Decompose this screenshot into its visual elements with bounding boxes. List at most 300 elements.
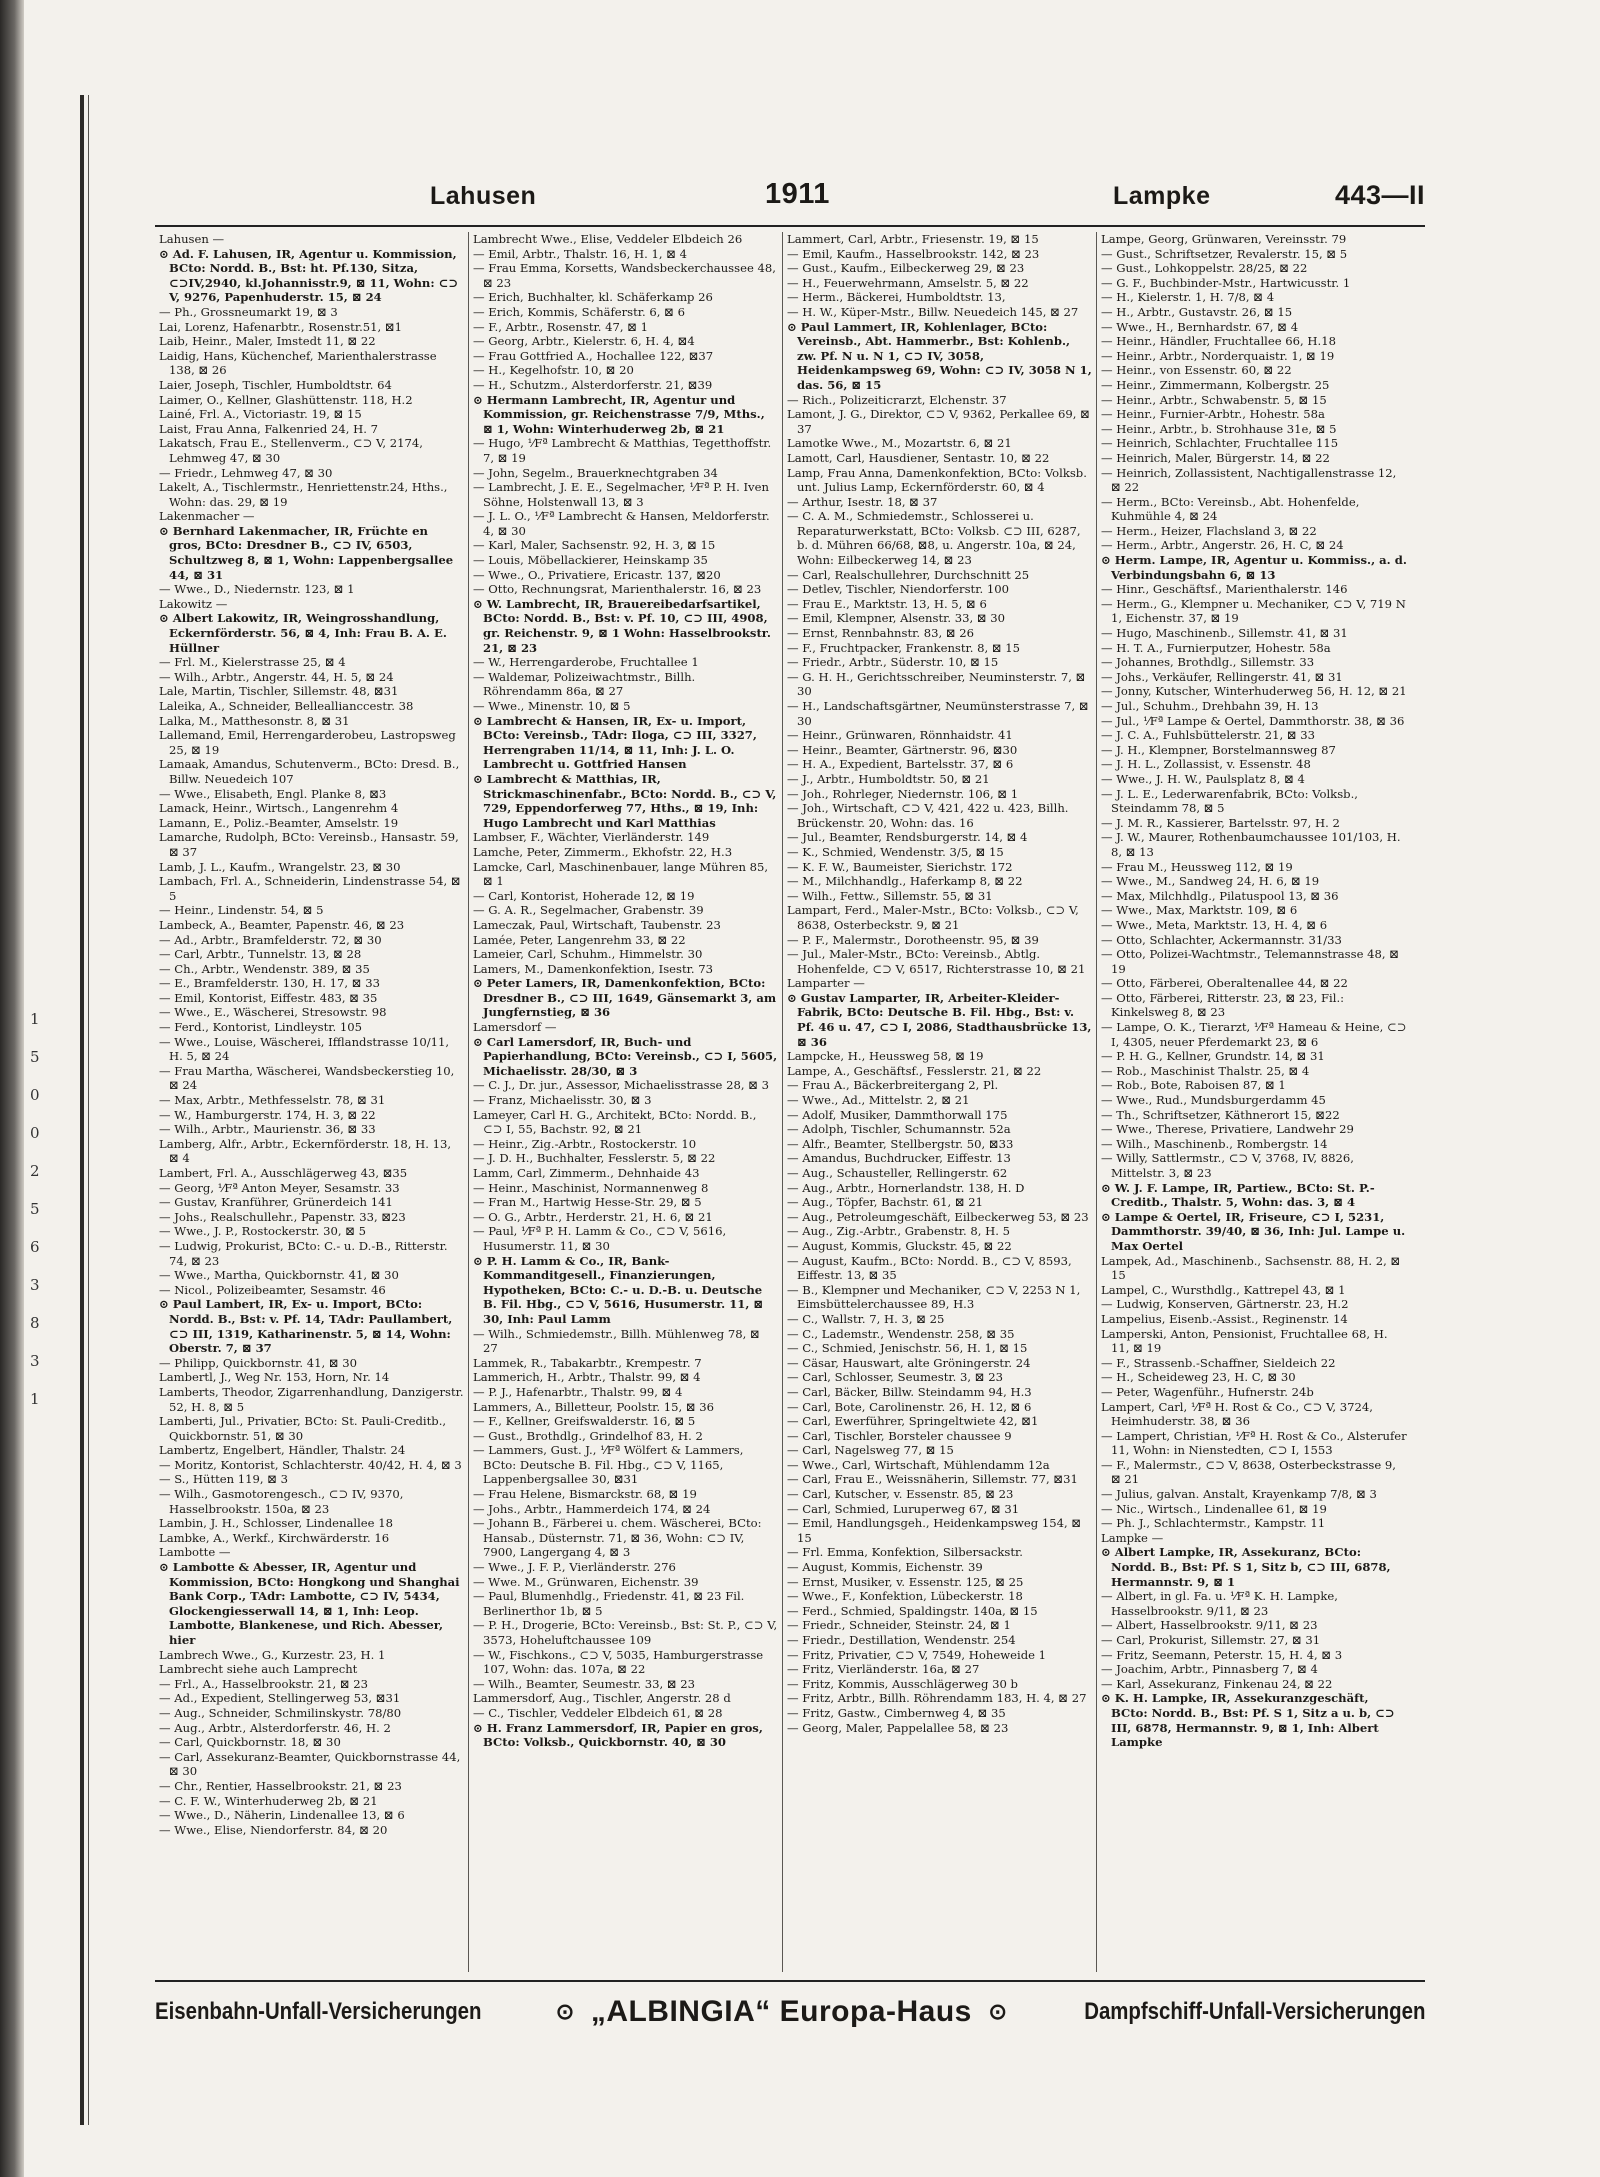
directory-entry: — Carl, Frau E., Weissnäherin, Sillemstr. 77, ⊠31 bbox=[787, 1472, 1078, 1487]
directory-entry: — Albert, in gl. Fa. u. ⅟Fª K. H. Lampke, Hasselbrookstr. 9/11, ⊠ 23 bbox=[1101, 1589, 1338, 1618]
directory-entry: Laimer, O., Kellner, Glashüttenstr. 118, H.2 bbox=[159, 392, 413, 407]
directory-entry: — Heinrich, Zollassistent, Nachtigallenstrasse 12, ⊠ 22 bbox=[1101, 465, 1397, 495]
directory-entry: ⊙ Paul Lammert, IR, Kohlenlager, BCto: Vereinsb., Abt. Hammerbr., Bst: Kohlenb., zw. Pf. N u. N 1, ⊂⊃ IV, 3058, Heidenkampsweg 69, Wohn: ⊂⊃ IV, 3058 N 1, das. 56, ⊠ 15 bbox=[787, 319, 1092, 392]
directory-entry: Lameyer, Carl H. G., Architekt, BCto: Nordd. B., ⊂⊃ I, 55, Bachstr. 92, ⊠ 21 bbox=[473, 1107, 757, 1137]
directory-entry: — Joachim, Arbtr., Pinnasberg 7, ⊠ 4 bbox=[1101, 1662, 1318, 1677]
directory-entry: Lai, Lorenz, Hafenarbtr., Rosenstr.51, ⊠1 bbox=[159, 319, 402, 334]
directory-entry: — Aug., Schneider, Schmilinskystr. 78/80 bbox=[159, 1705, 402, 1720]
directory-entry: — Franz, Michaelisstr. 30, ⊠ 3 bbox=[473, 1093, 652, 1108]
directory-entry: — J. W., Maurer, Rothenbaumchaussee 101/103, H. 8, ⊠ 13 bbox=[1101, 830, 1401, 859]
directory-entry: — Rich., Polizeiticrarzt, Elchenstr. 37 bbox=[787, 392, 1007, 407]
directory-entry: — Cäsar, Hauswart, alte Gröningerstr. 24 bbox=[787, 1355, 1031, 1370]
directory-entry: — Wwe., Ad., Mittelstr. 2, ⊠ 21 bbox=[787, 1093, 970, 1108]
directory-entry: — Emil, Kaufm., Hasselbrookstr. 142, ⊠ 23 bbox=[787, 246, 1040, 261]
directory-entry: — O. G., Arbtr., Herderstr. 21, H. 6, ⊠ 21 bbox=[473, 1209, 713, 1224]
directory-entry: Lallemand, Emil, Herrengarderobeu, Lastropsweg 25, ⊠ 19 bbox=[159, 728, 456, 757]
directory-entry: — Fran M., Hartwig Hesse-Str. 29, ⊠ 5 bbox=[473, 1195, 702, 1210]
advertisement-footer bbox=[155, 1990, 1425, 2034]
directory-entry: — Wwe., D., Niedernstr. 123, ⊠ 1 bbox=[159, 582, 355, 597]
directory-entry: — C., Lademstr., Wendenstr. 258, ⊠ 35 bbox=[787, 1326, 1015, 1341]
directory-entry: — Max, Milchhdlg., Pilatuspool 13, ⊠ 36 bbox=[1101, 888, 1339, 903]
directory-entry: Lamcke, Carl, Maschinenbauer, lange Mühren 85, ⊠ 1 bbox=[473, 859, 769, 889]
directory-entry: — Frau E., Marktstr. 13, H. 5, ⊠ 6 bbox=[787, 596, 987, 611]
directory-entry: — Frau Helene, Bismarckstr. 68, ⊠ 19 bbox=[473, 1487, 697, 1502]
directory-entry: Lammers, A., Billetteur, Poolstr. 15, ⊠ 36 bbox=[473, 1399, 715, 1414]
directory-entry: — Ferd., Schmied, Spaldingstr. 140a, ⊠ 15 bbox=[787, 1603, 1038, 1618]
directory-entry: Lameier, Carl, Schuhm., Himmelstr. 30 bbox=[473, 947, 703, 962]
directory-entry: — Wwe., H., Bernhardstr. 67, ⊠ 4 bbox=[1101, 319, 1299, 334]
directory-entry: — Fritz, Seemann, Peterstr. 15, H. 4, ⊠ 3 bbox=[1101, 1647, 1343, 1662]
directory-entry: Lamperski, Anton, Pensionist, Fruchtallee 68, H. 11, ⊠ 19 bbox=[1101, 1326, 1388, 1356]
directory-entry: — Johs., Verkäufer, Rellingerstr. 41, ⊠ 31 bbox=[1101, 669, 1343, 684]
directory-entry: — G. H. H., Gerichtsschreiber, Neuminsterstr. 7, ⊠ 30 bbox=[787, 669, 1086, 699]
directory-entry: — Frau Gottfried A., Hochallee 122, ⊠37 bbox=[473, 348, 714, 363]
directory-entry: — Joh., Rohrleger, Niedernstr. 106, ⊠ 1 bbox=[787, 786, 1019, 801]
directory-entry: — Frl. M., Kielerstrasse 25, ⊠ 4 bbox=[159, 655, 346, 670]
directory-entry: — Carl, Realschullehrer, Durchschnitt 25 bbox=[787, 567, 1030, 582]
footer-ring-icon-2: ⊙ bbox=[988, 1999, 1007, 2024]
directory-entry: — Johs., Arbtr., Hammerdeich 174, ⊠ 24 bbox=[473, 1501, 711, 1516]
directory-entry: — P. J., Hafenarbtr., Thalstr. 99, ⊠ 4 bbox=[473, 1384, 683, 1399]
directory-entry: — M., Milchhandlg., Haferkamp 8, ⊠ 22 bbox=[787, 874, 1023, 889]
gutter-rule-inner bbox=[88, 95, 89, 2125]
footer-rule bbox=[155, 1980, 1425, 1982]
directory-entry: Lambertl, J., Weg Nr. 153, Horn, Nr. 14 bbox=[159, 1370, 390, 1385]
directory-entry: — Herm., G., Klempner u. Mechaniker, ⊂⊃ V, 719 N 1, Eichenstr. 37, ⊠ 19 bbox=[1101, 596, 1406, 626]
directory-entry: — Heinr., Furnier-Arbtr., Hohestr. 58a bbox=[1101, 407, 1325, 422]
directory-entry: Lamott, Carl, Hausdiener, Sentastr. 10, ⊠ 22 bbox=[787, 450, 1050, 465]
directory-entry: — Fritz, Arbtr., Billh. Röhrendamm 183, H. 4, ⊠ 27 bbox=[787, 1691, 1087, 1706]
directory-entry: — Ferd., Kontorist, Lindleystr. 105 bbox=[159, 1020, 363, 1035]
directory-entry: — Heinr., Maschinist, Normannenweg 8 bbox=[473, 1180, 709, 1195]
directory-entry: Lammerich, H., Arbtr., Thalstr. 99, ⊠ 4 bbox=[473, 1370, 701, 1385]
directory-entry: — Emil, Handlungsgeh., Heidenkampsweg 154, ⊠ 15 bbox=[787, 1516, 1082, 1545]
directory-entry: Lammek, R., Tabakarbtr., Krempestr. 7 bbox=[473, 1355, 702, 1370]
directory-entry: — P. H., Drogerie, BCto: Vereinsb., Bst: St. P., ⊂⊃ V, 3573, Hoheluftchaussee 109 bbox=[473, 1618, 778, 1647]
directory-entry: — Carl, Quickbornstr. 18, ⊠ 30 bbox=[159, 1735, 341, 1750]
directory-entry: Lamberg, Alfr., Arbtr., Eckernförderstr. 18, H. 13, ⊠ 4 bbox=[159, 1136, 452, 1166]
directory-entry: — Otto, Schlachter, Ackermannstr. 31/33 bbox=[1101, 932, 1342, 947]
directory-entry: — H., Kielerstr. 1, H. 7/8, ⊠ 4 bbox=[1101, 290, 1275, 305]
directory-entry: — C., Wallstr. 7, H. 3, ⊠ 25 bbox=[787, 1311, 945, 1326]
directory-entry: — Lambrecht, J. E. E., Segelmacher, ⅟Fª P. H. Iven Söhne, Holstenwall 13, ⊠ 3 bbox=[473, 480, 769, 509]
directory-entry: — J. L. O., ⅟Fª Lambrecht & Hansen, Meldorferstr. 4, ⊠ 30 bbox=[473, 509, 770, 538]
page-header bbox=[155, 170, 1425, 220]
directory-entry: — Heinr., Zimmermann, Kolbergstr. 25 bbox=[1101, 377, 1330, 392]
directory-entry: Lamann, E., Poliz.-Beamter, Amselstr. 19 bbox=[159, 815, 399, 830]
directory-entry: — Lammers, Gust. J., ⅟Fª Wölfert & Lammers, BCto: Deutsche B. Fil. Hbg., ⊂⊃ V, 1165, Lappenbergsallee 30, ⊠31 bbox=[473, 1443, 744, 1487]
directory-entry: — J. D. H., Buchhalter, Fesslerstr. 5, ⊠ 22 bbox=[473, 1151, 716, 1166]
directory-entry: — Wwe., Max, Marktstr. 109, ⊠ 6 bbox=[1101, 903, 1298, 918]
directory-entry: — Karl, Assekuranz, Finkenau 24, ⊠ 22 bbox=[1101, 1676, 1333, 1691]
directory-entry: — Hinr., Geschäftsf., Marienthalerstr. 146 bbox=[1101, 582, 1348, 597]
directory-entry: — Adolf, Musiker, Dammthorwall 175 bbox=[787, 1107, 1008, 1122]
directory-entry: Lainé, Frl. A., Victoriastr. 19, ⊠ 15 bbox=[159, 407, 362, 422]
directory-entry: — K., Schmied, Wendenstr. 3/5, ⊠ 15 bbox=[787, 844, 1004, 859]
directory-entry: — Wilh., Maschinenb., Rombergstr. 14 bbox=[1101, 1136, 1328, 1151]
directory-entry: Lamotke Wwe., M., Mozartstr. 6, ⊠ 21 bbox=[787, 436, 1012, 451]
bleed-digit: 5 bbox=[30, 1200, 40, 1218]
directory-entry: — W., Herrengarderobe, Fruchtallee 1 bbox=[473, 655, 699, 670]
directory-entry: — Ernst, Rennbahnstr. 83, ⊠ 26 bbox=[787, 626, 975, 641]
directory-entry: — Arthur, Isestr. 18, ⊠ 37 bbox=[787, 494, 938, 509]
directory-entry: — H. W., Küper-Mstr., Billw. Neuedeich 145, ⊠ 27 bbox=[787, 304, 1079, 319]
directory-entry: ⊙ Ad. F. Lahusen, IR, Agentur u. Kommission, BCto: Nordd. B., Bst: ht. Pf.130, Sitza, ⊂⊃IV,2940, kl.Johannisstr.9, ⊠ 11, Wohn: ⊂⊃ V, 9276, Papenhuderstr. 15, ⊠ 24 bbox=[159, 246, 459, 305]
directory-entry: — Aug., Arbtr., Alsterdorferstr. 46, H. 2 bbox=[159, 1720, 391, 1735]
footer-left-text: Eisenbahn-Unfall-Versicherungen bbox=[155, 1998, 482, 2025]
directory-entry: Lakelt, A., Tischlermstr., Henriettenstr.24, Hths., Wohn: das. 29, ⊠ 19 bbox=[159, 480, 448, 509]
directory-entry: — Aug., Zig.-Arbtr., Grabenstr. 8, H. 5 bbox=[787, 1224, 1011, 1239]
directory-entry: ⊙ Bernhard Lakenmacher, IR, Früchte en gros, BCto: Dresdner B., ⊂⊃ IV, 6503, Schultzweg 8, ⊠ 1, Wohn: Lappenbergsallee 44, ⊠ 31 bbox=[159, 523, 454, 582]
column-2 bbox=[469, 232, 783, 1972]
directory-entry: Lambke, A., Werkf., Kirchwärderstr. 16 bbox=[159, 1530, 390, 1545]
directory-entry: — Gust., Brothdlg., Grindelhof 83, H. 2 bbox=[473, 1428, 703, 1443]
directory-entry: — August, Kommis, Gluckstr. 45, ⊠ 22 bbox=[787, 1238, 1012, 1253]
directory-entry: ⊙ Peter Lamers, IR, Damenkonfektion, BCto: Dresdner B., ⊂⊃ III, 1649, Gänsemarkt 3, am Jungfernstieg, ⊠ 36 bbox=[473, 976, 777, 1020]
directory-entry: Lamche, Peter, Zimmerm., Ekhofstr. 22, H.3 bbox=[473, 844, 733, 859]
directory-entry: — Wwe., E., Wäscherei, Stresowstr. 98 bbox=[159, 1005, 387, 1020]
directory-entry: — Paul, ⅟Fª P. H. Lamm & Co., ⊂⊃ V, 5616, Husumerstr. 11, ⊠ 30 bbox=[473, 1224, 727, 1253]
directory-entry: — Lampert, Christian, ⅟Fª H. Rost & Co., Alsterufer 11, Wohn: in Nienstedten, ⊂⊃ I, 1553 bbox=[1101, 1428, 1407, 1458]
directory-entry: — E., Bramfelderstr. 130, H. 17, ⊠ 33 bbox=[159, 976, 380, 991]
directory-entry: — Philipp, Quickbornstr. 41, ⊠ 30 bbox=[159, 1355, 358, 1370]
directory-entry: — Friedr., Lehmweg 47, ⊠ 30 bbox=[159, 465, 333, 480]
directory-entry: — F., Strassenb.-Schaffner, Sieldeich 22 bbox=[1101, 1355, 1336, 1370]
directory-entry: ⊙ Hermann Lambrecht, IR, Agentur und Kommission, gr. Reichenstrasse 7/9, Mths., ⊠ 1, Wohn: Winterhuderweg 2b, ⊠ 21 bbox=[473, 392, 765, 436]
directory-entry: — H., Arbtr., Gustavstr. 26, ⊠ 15 bbox=[1101, 304, 1293, 319]
directory-entry: — Herm., Arbtr., Angerstr. 26, H. C, ⊠ 24 bbox=[1101, 538, 1344, 553]
directory-entry: — Carl, Bote, Carolinenstr. 26, H. 12, ⊠ 6 bbox=[787, 1399, 1032, 1414]
directory-entry: — Johannes, Brothdlg., Sillemstr. 33 bbox=[1101, 655, 1315, 670]
directory-entry: Lamp, Frau Anna, Damenkonfektion, BCto: Volksb. unt. Julius Lamp, Eckernförderstr. 60, ⊠ 4 bbox=[787, 465, 1087, 495]
directory-entry: — Frau Martha, Wäscherei, Wandsbeckerstieg 10, ⊠ 24 bbox=[159, 1063, 455, 1093]
directory-entry: Lamberti, Jul., Privatier, BCto: St. Pauli-Creditb., Quickbornstr. 51, ⊠ 30 bbox=[159, 1414, 447, 1443]
directory-entry: — Wwe., J. H. W., Paulsplatz 8, ⊠ 4 bbox=[1101, 771, 1305, 786]
directory-entry: — J. H., Klempner, Borstelmannsweg 87 bbox=[1101, 742, 1336, 757]
directory-entry: ⊙ K. H. Lampke, IR, Assekuranzgeschäft, BCto: Nordd. B., Bst: Pf. S 1, Sitz a u. b, ⊂⊃ III, 6878, Hermannstr. 9, ⊠ 1, Inh: Albert Lampke bbox=[1101, 1691, 1395, 1750]
directory-entry: — Carl, Prokurist, Sillemstr. 27, ⊠ 31 bbox=[1101, 1633, 1321, 1647]
directory-entry: — Ludwig, Prokurist, BCto: C.- u. D.-B., Ritterstr. 74, ⊠ 23 bbox=[159, 1238, 448, 1268]
footer-center-text: „ALBINGIA“ Europa-Haus bbox=[590, 1995, 972, 2028]
directory-entry: ⊙ W. J. F. Lampe, IR, Partiew., BCto: St. P.-Creditb., Thalstr. 5, Wohn: das. 3, ⊠ 4 bbox=[1101, 1180, 1375, 1210]
directory-entry: — Wilh., Beamter, Seumestr. 33, ⊠ 23 bbox=[473, 1676, 696, 1691]
directory-entry: — J. C. A., Fuhlsbüttelerstr. 21, ⊠ 33 bbox=[1101, 728, 1315, 743]
directory-entry: — H., Scheideweg 23, H. C, ⊠ 30 bbox=[1101, 1370, 1296, 1385]
directory-entry: — B., Klempner und Mechaniker, ⊂⊃ V, 2253 N 1, Eimsbüttelerchaussee 89, H.3 bbox=[787, 1282, 1081, 1312]
directory-entry: Lakowitz — bbox=[159, 596, 228, 611]
directory-entry: Lamberts, Theodor, Zigarrenhandlung, Danzigerstr. 52, H. 8, ⊠ 5 bbox=[159, 1384, 464, 1414]
directory-entry: — Johs., Realschullehr., Papenstr. 33, ⊠23 bbox=[159, 1209, 406, 1224]
bleed-digit: 0 bbox=[30, 1086, 40, 1104]
directory-entry: — Wilh., Gasmotorengesch., ⊂⊃ IV, 9370, Hasselbrookstr. 150a, ⊠ 23 bbox=[159, 1487, 404, 1516]
directory-entry: Lamers, M., Damenkonfektion, Isestr. 73 bbox=[473, 961, 714, 976]
directory-entry: — Friedr., Arbtr., Süderstr. 10, ⊠ 15 bbox=[787, 655, 999, 670]
directory-entry: — Fritz, Gastw., Cimbernweg 4, ⊠ 35 bbox=[787, 1705, 1006, 1720]
directory-entry: — Carl, Nagelsweg 77, ⊠ 15 bbox=[787, 1443, 954, 1458]
header-year: 1911 bbox=[765, 178, 830, 210]
directory-entry: Lambin, J. H., Schlosser, Lindenallee 18 bbox=[159, 1516, 393, 1531]
directory-entry: — Detlev, Tischler, Niendorferstr. 100 bbox=[787, 582, 1009, 597]
directory-entry: — J. L. E., Lederwarenfabrik, BCto: Volksb., Steindamm 78, ⊠ 5 bbox=[1101, 786, 1358, 816]
directory-entry: — F., Malermstr., ⊂⊃ V, 8638, Osterbeckstrasse 9, ⊠ 21 bbox=[1101, 1457, 1396, 1487]
directory-entry: — Max, Arbtr., Methfesselstr. 78, ⊠ 31 bbox=[159, 1093, 386, 1108]
directory-entry: — Adolph, Tischler, Schumannstr. 52a bbox=[787, 1122, 1011, 1137]
directory-entry: Laier, Joseph, Tischler, Humboldtstr. 64 bbox=[159, 377, 392, 392]
directory-entry: — Wwe., Elisabeth, Engl. Planke 8, ⊠3 bbox=[159, 786, 387, 801]
directory-entry: — Willy, Sattlermstr., ⊂⊃ V, 3768, IV, 8826, Mittelstr. 3, ⊠ 23 bbox=[1101, 1151, 1354, 1180]
directory-entry: — Carl, Assekuranz-Beamter, Quickbornstrasse 44, ⊠ 30 bbox=[159, 1749, 461, 1779]
directory-entry: — P. H. G., Kellner, Grundstr. 14, ⊠ 31 bbox=[1101, 1049, 1325, 1064]
bleed-digit: 3 bbox=[30, 1276, 40, 1294]
directory-entry: — G. A. R., Segelmacher, Grabenstr. 39 bbox=[473, 903, 704, 918]
directory-entry: Lambrecht Wwe., Elise, Veddeler Elbdeich 26 bbox=[473, 232, 743, 246]
bleed-digit: 1 bbox=[30, 1010, 40, 1028]
directory-entry: Laleika, A., Schneider, Belleallianccestr. 38 bbox=[159, 699, 414, 713]
directory-entry: Lamont, J. G., Direktor, ⊂⊃ V, 9362, Perkallee 69, ⊠ 37 bbox=[787, 407, 1090, 436]
bleed-digit: 6 bbox=[30, 1238, 40, 1256]
directory-entry: — Carl, Arbtr., Tunnelstr. 13, ⊠ 28 bbox=[159, 947, 362, 962]
directory-entry: — Ph. J., Schlachtermstr., Kampstr. 11 bbox=[1101, 1516, 1326, 1531]
directory-entry: Lammert, Carl, Arbtr., Friesenstr. 19, ⊠ 15 bbox=[787, 232, 1039, 246]
directory-entry: ⊙ W. Lambrecht, IR, Brauereibedarfsartikel, BCto: Nordd. B., Bst: v. Pf. 10, ⊂⊃ III, 4908, gr. Reichenstr. 9, ⊠ 1 Wohn: Hasselbrookstr. 21, ⊠ 23 bbox=[473, 596, 771, 655]
directory-entry: — Moritz, Kontorist, Schlachterstr. 40/42, H. 4, ⊠ 3 bbox=[159, 1457, 462, 1472]
directory-entry: ⊙ Albert Lakowitz, IR, Weingrosshandlung, Eckernförderstr. 56, ⊠ 4, Inh: Frau B. A. E. Hüllner bbox=[159, 611, 447, 655]
directory-entry: — W., Hamburgerstr. 174, H. 3, ⊠ 22 bbox=[159, 1107, 376, 1122]
directory-entry: — Aug., Petroleumgeschäft, Eilbeckerweg 53, ⊠ 23 bbox=[787, 1209, 1089, 1224]
directory-entry: — Herm., Heizer, Flachsland 3, ⊠ 22 bbox=[1101, 523, 1317, 538]
directory-entry: — C. J., Dr. jur., Assessor, Michaelisstrasse 28, ⊠ 3 bbox=[473, 1078, 769, 1093]
directory-entry: — Gust., Kaufm., Eilbeckerweg 29, ⊠ 23 bbox=[787, 261, 1025, 276]
directory-entry: Lampel, C., Wursthdlg., Kattrepel 43, ⊠ 1 bbox=[1101, 1282, 1346, 1297]
header-rule bbox=[155, 225, 1425, 227]
directory-entry: — F., Fruchtpacker, Frankenstr. 8, ⊠ 15 bbox=[787, 640, 1021, 655]
directory-entry: Lambertz, Engelbert, Händler, Thalstr. 24 bbox=[159, 1443, 406, 1458]
bleed-digit: 1 bbox=[30, 1390, 40, 1408]
directory-entry: Lamaak, Amandus, Schutenverm., BCto: Dresd. B., Billw. Neuedeich 107 bbox=[159, 757, 460, 786]
directory-entry: Lampelius, Eisenb.-Assist., Reginenstr. 14 bbox=[1101, 1311, 1348, 1326]
directory-entry: — Wwe., Therese, Privatiere, Landwehr 29 bbox=[1101, 1122, 1354, 1137]
directory-entry: Lampe, A., Geschäftsf., Fesslerstr. 21, ⊠ 22 bbox=[787, 1063, 1042, 1078]
directory-entry: Lambrech Wwe., G., Kurzestr. 23, H. 1 bbox=[159, 1647, 386, 1662]
directory-entry: — Jonny, Kutscher, Winterhuderweg 56, H. 12, ⊠ 21 bbox=[1101, 684, 1407, 699]
directory-entry: — Heinr., Beamter, Gärtnerstr. 96, ⊠30 bbox=[787, 742, 1018, 757]
directory-entry: — Emil, Klempner, Alsenstr. 33, ⊠ 30 bbox=[787, 611, 1006, 626]
directory-entry: ⊙ Lambrecht & Matthias, IR, Strickmaschinenfabr., BCto: Nordd. B., ⊂⊃ V, 729, Eppendorferweg 77, Hths., ⊠ 19, Inh: Hugo Lambrecht und Karl Matthias bbox=[473, 771, 777, 830]
directory-entry: — Amandus, Buchdrucker, Eiffestr. 13 bbox=[787, 1151, 1011, 1166]
directory-entry: — J., Arbtr., Humboldtstr. 50, ⊠ 21 bbox=[787, 771, 990, 786]
directory-entry: — P. F., Malermstr., Dorotheenstr. 95, ⊠ 39 bbox=[787, 932, 1039, 947]
directory-entry: — Carl, Kutscher, v. Essenstr. 85, ⊠ 23 bbox=[787, 1487, 1014, 1502]
directory-entry: — Ludwig, Konserven, Gärtnerstr. 23, H.2 bbox=[1101, 1297, 1349, 1312]
directory-entry: — Peter, Wagenführ., Hufnerstr. 24b bbox=[1101, 1384, 1314, 1399]
directory-page bbox=[155, 170, 1425, 2050]
directory-entry: — Wwe. M., Grünwaren, Eichenstr. 39 bbox=[473, 1574, 699, 1589]
directory-entry: — Wilh., Arbtr., Angerstr. 44, H. 5, ⊠ 24 bbox=[159, 669, 394, 684]
directory-entry: — Heinr., Grünwaren, Rönnhaidstr. 41 bbox=[787, 728, 1013, 743]
directory-entry: — Wwe., F., Konfektion, Lübeckerstr. 18 bbox=[787, 1589, 1023, 1604]
directory-entry: — H., Kegelhofstr. 10, ⊠ 20 bbox=[473, 363, 634, 378]
directory-entry: — Gust., Lohkoppelstr. 28/25, ⊠ 22 bbox=[1101, 261, 1308, 276]
directory-entry: Lale, Martin, Tischler, Sillemstr. 48, ⊠31 bbox=[159, 684, 399, 699]
directory-entry: ⊙ Lambrecht & Hansen, IR, Ex- u. Import, BCto: Vereinsb., TAdr: Iloga, ⊂⊃ III, 3327, Herrengraben 11/14, ⊠ 11, Inh: J. L. O. Lambrecht u. Gottfried Hansen bbox=[473, 713, 757, 772]
directory-entry: — Lampe, O. K., Tierarzt, ⅟Fª Hameau & Heine, ⊂⊃ I, 4305, neuer Pferdemarkt 23, ⊠ 6 bbox=[1101, 1020, 1407, 1049]
directory-entry: — Karl, Maler, Sachsenstr. 92, H. 3, ⊠ 15 bbox=[473, 538, 716, 553]
directory-entry: — Wwe., J. P., Rostockerstr. 30, ⊠ 5 bbox=[159, 1224, 367, 1239]
directory-entry: Lamack, Heinr., Wirtsch., Langenrehm 4 bbox=[159, 801, 399, 816]
directory-entry: — Johann B., Färberei u. chem. Wäscherei, BCto: Hansab., Düsternstr. 71, ⊠ 36, Wohn: ⊂⊃ IV, 7900, Langergang 4, ⊠ 3 bbox=[473, 1516, 762, 1560]
directory-entry: — Friedr., Schneider, Steinstr. 24, ⊠ 1 bbox=[787, 1618, 1011, 1633]
directory-entry: — Aug., Schausteller, Rellingerstr. 62 bbox=[787, 1166, 1008, 1180]
directory-entry: Lambeck, A., Beamter, Papenstr. 46, ⊠ 23 bbox=[159, 917, 405, 932]
directory-entry: Lambrecht siehe auch Lamprecht bbox=[159, 1662, 358, 1677]
directory-entry: — Fritz, Kommis, Ausschlägerweg 30 b bbox=[787, 1676, 1018, 1691]
directory-entry: — Joh., Wirtschaft, ⊂⊃ V, 421, 422 u. 423, Billh. Brückenstr. 20, Wohn: das. 16 bbox=[787, 801, 1069, 830]
directory-entry: — Wilh., Arbtr., Maurienstr. 36, ⊠ 33 bbox=[159, 1122, 376, 1137]
directory-entry: ⊙ Herm. Lampe, IR, Agentur u. Kommiss., a. d. Verbindungsbahn 6, ⊠ 13 bbox=[1101, 553, 1407, 582]
directory-entry: Laidig, Hans, Küchenchef, Marienthalerstrasse 138, ⊠ 26 bbox=[159, 348, 437, 378]
directory-entry: Lamarche, Rudolph, BCto: Vereinsb., Hansastr. 59, ⊠ 37 bbox=[159, 830, 459, 859]
directory-entry: — F., Arbtr., Rosenstr. 47, ⊠ 1 bbox=[473, 319, 649, 334]
directory-entry: — Wwe., Minenstr. 10, ⊠ 5 bbox=[473, 699, 631, 713]
directory-entry: ⊙ Lampe & Oertel, IR, Friseure, ⊂⊃ I, 5231, Dammthorstr. 39/40, ⊠ 36, Inh: Jul. Lampe u. Max Oertel bbox=[1101, 1209, 1406, 1253]
directory-entry: ⊙ H. Franz Lammersdorf, IR, Papier en gros, BCto: Volksb., Quickbornstr. 40, ⊠ 30 bbox=[473, 1720, 763, 1750]
directory-entry: — Louis, Möbellackierer, Heinskamp 35 bbox=[473, 553, 708, 568]
footer-right-text: Dampfschiff-Unfall-Versicherungen bbox=[1083, 1998, 1425, 2025]
directory-entry: Lalka, M., Matthesonstr. 8, ⊠ 31 bbox=[159, 713, 350, 728]
directory-entry: — Erich, Buchhalter, kl. Schäferkamp 26 bbox=[473, 290, 713, 305]
directory-entry: — Otto, Polizei-Wachtmstr., Telemannstrasse 48, ⊠ 19 bbox=[1101, 947, 1399, 976]
directory-entry: ⊙ Albert Lampke, IR, Assekuranz, BCto: Nordd. B., Bst: Pf. S 1, Sitz b, ⊂⊃ III, 6878, Hermannstr. 9, ⊠ 1 bbox=[1101, 1545, 1391, 1589]
directory-entry: Lamm, Carl, Zimmerm., Dehnhaide 43 bbox=[473, 1166, 700, 1180]
directory-entry: — Wwe., Carl, Wirtschaft, Mühlendamm 12a bbox=[787, 1457, 1050, 1472]
directory-entry: ⊙ Carl Lamersdorf, IR, Buch- und Papierhandlung, BCto: Vereinsb., ⊂⊃ I, 5605, Michaelisstr. 28/30, ⊠ 3 bbox=[473, 1034, 778, 1078]
directory-entry: Lampcke, H., Heussweg 58, ⊠ 19 bbox=[787, 1049, 984, 1064]
directory-entry: Lambert, Frl. A., Ausschlägerweg 43, ⊠35 bbox=[159, 1166, 408, 1180]
directory-entry: — Otto, Rechnungsrat, Marienthalerstr. 16, ⊠ 23 bbox=[473, 582, 762, 597]
directory-entry: — Otto, Färberei, Oberaltenallee 44, ⊠ 22 bbox=[1101, 976, 1348, 991]
directory-entry: — Alfr., Beamter, Stellbergstr. 50, ⊠33 bbox=[787, 1136, 1014, 1151]
directory-entry: — J. H. L., Zollassist, v. Essenstr. 48 bbox=[1101, 757, 1311, 772]
directory-entry: — Ch., Arbtr., Wendenstr. 389, ⊠ 35 bbox=[159, 961, 370, 976]
directory-entry: — Wilh., Schmiedemstr., Billh. Mühlenweg 78, ⊠ 27 bbox=[473, 1326, 760, 1356]
directory-entry: — Wwe., D., Näherin, Lindenallee 13, ⊠ 6 bbox=[159, 1808, 405, 1823]
directory-entry: — Ad., Expedient, Stellingerweg 53, ⊠31 bbox=[159, 1691, 401, 1706]
directory-entry: — Georg, Maler, Pappelallee 58, ⊠ 23 bbox=[787, 1720, 1009, 1735]
bleed-digit: 2 bbox=[30, 1162, 40, 1180]
directory-entry: — Wwe., Rud., Mundsburgerdamm 45 bbox=[1101, 1093, 1326, 1108]
directory-entry: — Heinr., Zig.-Arbtr., Rostockerstr. 10 bbox=[473, 1136, 697, 1151]
directory-entry: Lahusen — bbox=[159, 232, 225, 246]
directory-entry: — Wwe., Louise, Wäscherei, Ifflandstrasse 10/11, H. 5, ⊠ 24 bbox=[159, 1034, 450, 1064]
directory-entry: — Heinr., Händler, Fruchtallee 66, H.18 bbox=[1101, 334, 1336, 349]
directory-entry: Lampke — bbox=[1101, 1530, 1164, 1545]
directory-entry: Lameczak, Paul, Wirtschaft, Taubenstr. 23 bbox=[473, 917, 721, 932]
directory-entry: — Frau A., Bäckerbreitergang 2, Pl. bbox=[787, 1078, 999, 1093]
directory-entry: Lammersdorf, Aug., Tischler, Angerstr. 28 d bbox=[473, 1691, 731, 1706]
directory-entry: — Gustav, Kranführer, Grünerdeich 141 bbox=[159, 1195, 393, 1210]
directory-entry: — Julius, galvan. Anstalt, Krayenkamp 7/8, ⊠ 3 bbox=[1101, 1487, 1377, 1502]
directory-entry: Lampart, Ferd., Maler-Mstr., BCto: Volksb., ⊂⊃ V, 8638, Osterbeckstr. 9, ⊠ 21 bbox=[787, 903, 1079, 932]
directory-entry: — Carl, Bäcker, Billw. Steindamm 94, H.3 bbox=[787, 1384, 1032, 1399]
directory-entry: — Ernst, Musiker, v. Essenstr. 125, ⊠ 25 bbox=[787, 1574, 1024, 1589]
directory-entry: — Nic., Wirtsch., Lindenallee 61, ⊠ 19 bbox=[1101, 1501, 1327, 1516]
directory-entry: Lamersdorf — bbox=[473, 1020, 557, 1035]
directory-entry: — S., Hütten 119, ⊠ 3 bbox=[159, 1472, 289, 1487]
directory-entry: Laist, Frau Anna, Falkenried 24, H. 7 bbox=[159, 421, 378, 436]
bleed-digit: 3 bbox=[30, 1352, 40, 1370]
directory-entry: — Th., Schriftsetzer, Käthnerort 15, ⊠22 bbox=[1101, 1107, 1340, 1122]
header-right-keyword: Lampke bbox=[1113, 182, 1211, 210]
directory-entry: — Heinr., Arbtr., Norderquaistr. 1, ⊠ 19 bbox=[1101, 348, 1335, 363]
directory-entry: — Wwe., J. F. P., Vierländerstr. 276 bbox=[473, 1560, 676, 1575]
directory-entry: — Frau M., Heussweg 112, ⊠ 19 bbox=[1101, 859, 1293, 874]
gutter-rule bbox=[80, 95, 84, 2125]
directory-entry: — K. F. W., Baumeister, Sierichstr. 172 bbox=[787, 859, 1013, 874]
directory-entry: — Wwe., Meta, Marktstr. 13, H. 4, ⊠ 6 bbox=[1101, 917, 1328, 932]
directory-entry: — Jul., Maler-Mstr., BCto: Vereinsb., Abtlg. Hohenfelde, ⊂⊃ V, 6517, Richterstrasse 10, ⊠ 21 bbox=[787, 947, 1086, 976]
directory-entry: — Heinr., Lindenstr. 54, ⊠ 5 bbox=[159, 903, 324, 918]
directory-entry: — Carl, Schmied, Luruperweg 67, ⊠ 31 bbox=[787, 1501, 1020, 1516]
directory-entry: — Chr., Rentier, Hasselbrookstr. 21, ⊠ 23 bbox=[159, 1778, 402, 1793]
directory-entry: Lakatsch, Frau E., Stellenverm., ⊂⊃ V, 2174, Lehmweg 47, ⊠ 30 bbox=[159, 436, 423, 465]
directory-entry: — Jul., ⅟Fª Lampe & Oertel, Dammthorstr. 38, ⊠ 36 bbox=[1101, 713, 1405, 728]
directory-entry: — Heinr., Arbtr., b. Strohhause 31e, ⊠ 5 bbox=[1101, 421, 1337, 436]
directory-entry: Lambser, F., Wächter, Vierländerstr. 149 bbox=[473, 830, 710, 845]
directory-entry: — C. A. M., Schmiedemstr., Schlosserei u. Reparaturwerkstatt, BCto: Volksb. ⊂⊃ III, 6287, b. d. Mühren 66/68, ⊠8, u. Angerstr. 10a, ⊠ 24, Wohn: Eilbeckerweg 14, ⊠ 23 bbox=[787, 509, 1081, 568]
directory-entry: — Emil, Arbtr., Thalstr. 16, H. 1, ⊠ 4 bbox=[473, 246, 688, 261]
directory-entry: — Emil, Kontorist, Eiffestr. 483, ⊠ 35 bbox=[159, 990, 378, 1005]
directory-entry: — Jul., Schuhm., Drehbahn 39, H. 13 bbox=[1101, 699, 1319, 713]
directory-entry: — Fritz, Privatier, ⊂⊃ V, 7549, Hoheweide 1 bbox=[787, 1647, 1047, 1662]
directory-entry: — G. F., Buchbinder-Mstr., Hartwicusstr. 1 bbox=[1101, 275, 1351, 290]
directory-entry: — C., Schmied, Jenischstr. 56, H. 1, ⊠ 15 bbox=[787, 1341, 1028, 1356]
directory-entry: — Nicol., Polizeibeamter, Sesamstr. 46 bbox=[159, 1282, 386, 1297]
directory-entry: — W., Fischkons., ⊂⊃ V, 5035, Hamburgerstrasse 107, Wohn: das. 107a, ⊠ 22 bbox=[473, 1647, 764, 1677]
directory-entry: ⊙ Gustav Lamparter, IR, Arbeiter-Kleider-Fabrik, BCto: Deutsche B. Fil. Hbg., Bst: v. Pf. 46 u. 47, ⊂⊃ I, 2086, Stadthausbrücke 13, ⊠ 36 bbox=[787, 990, 1092, 1049]
directory-entry: Laib, Heinr., Maler, Imstedt 11, ⊠ 22 bbox=[159, 334, 376, 349]
directory-entry: — Frau Emma, Korsetts, Wandsbeckerchaussee 48, ⊠ 23 bbox=[473, 261, 776, 290]
directory-entry: — Wwe., O., Privatiere, Ericastr. 137, ⊠20 bbox=[473, 567, 721, 582]
bleed-digit: 5 bbox=[30, 1048, 40, 1066]
directory-entry: Lambach, Frl. A., Schneiderin, Lindenstrasse 54, ⊠ 5 bbox=[159, 874, 461, 903]
directory-entry: — Carl, Tischler, Borsteler chaussee 9 bbox=[787, 1428, 1012, 1443]
directory-entry: — Albert, Hasselbrookstr. 9/11, ⊠ 23 bbox=[1101, 1618, 1318, 1633]
margin-bleed-digits bbox=[30, 1000, 60, 1418]
directory-entry: — Herm., Bäckerei, Humboldtstr. 13, bbox=[787, 290, 1006, 305]
column-1 bbox=[155, 232, 469, 1972]
directory-entry: — Jul., Beamter, Rendsburgerstr. 14, ⊠ 4 bbox=[787, 830, 1028, 845]
directory-entry: — C. F. W., Winterhuderweg 2b, ⊠ 21 bbox=[159, 1793, 378, 1808]
directory-entry: ⊙ P. H. Lamm & Co., IR, Bank-Kommanditgesell., Finanzierungen, Hypotheken, BCto: C.- u. D.-B. u. Deutsche B. Fil. Hbg., ⊂⊃ V, 5616, Husumerstr. 11, ⊠ 30, Inh: Paul Lamm bbox=[473, 1253, 764, 1326]
directory-entry: — Wwe., M., Sandweg 24, H. 6, ⊠ 19 bbox=[1101, 874, 1320, 889]
scan-edge bbox=[0, 0, 24, 2177]
column-4 bbox=[1097, 232, 1411, 1972]
directory-entry: Lampek, Ad., Maschinenb., Sachsenstr. 88, H. 2, ⊠ 15 bbox=[1101, 1253, 1401, 1283]
directory-entry: — Rob., Bote, Raboisen 87, ⊠ 1 bbox=[1101, 1078, 1286, 1093]
directory-entry: — Wwe., Martha, Quickbornstr. 41, ⊠ 30 bbox=[159, 1268, 399, 1283]
directory-entry: — Heinr., von Essenstr. 60, ⊠ 22 bbox=[1101, 363, 1292, 378]
directory-entry: — Frl. Emma, Konfektion, Silbersackstr. bbox=[787, 1545, 1023, 1560]
directory-columns bbox=[155, 232, 1425, 1972]
column-3 bbox=[783, 232, 1097, 1972]
directory-entry: — Georg, Arbtr., Kielerstr. 6, H. 4, ⊠4 bbox=[473, 334, 695, 349]
header-page-number: 443—II bbox=[1334, 180, 1425, 210]
directory-entry: Lambotte — bbox=[159, 1545, 231, 1560]
directory-entry: — Otto, Färberei, Ritterstr. 23, ⊠ 23, Fil.: Kinkelsweg 8, ⊠ 23 bbox=[1101, 990, 1345, 1020]
bleed-digit: 8 bbox=[30, 1314, 40, 1332]
directory-entry: — Wwe., Elise, Niendorferstr. 84, ⊠ 20 bbox=[159, 1822, 388, 1837]
directory-entry: — H., Schutzm., Alsterdorferstr. 21, ⊠39 bbox=[473, 377, 713, 392]
